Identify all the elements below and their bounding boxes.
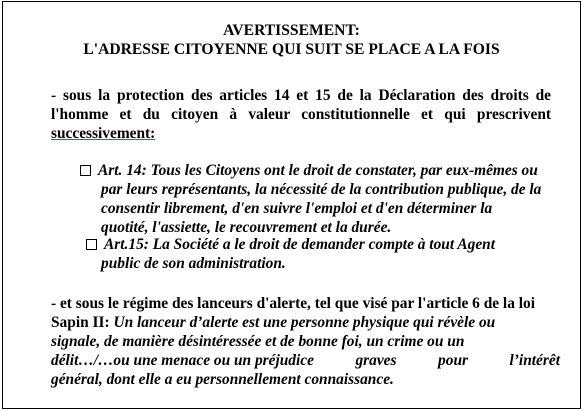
outro-line-1: - et sous le régime des lanceurs d'alerte, tel que visé par l'article 6 de la loi bbox=[51, 295, 536, 312]
article-14-line-3: consentir librement, d'en suivre l'emploi et d'en déterminer la bbox=[101, 200, 493, 217]
article-15-line-1: Art.15: La Société a le droit de demander compte à tout Agent bbox=[104, 236, 496, 253]
outro-line-5: général, dont elle a eu personnellement connaissance. bbox=[51, 371, 394, 388]
outro-line-2-italic: Un lanceur d’alerte est une personne physique qui révèle ou bbox=[113, 314, 496, 331]
heading-line-1: AVERTISSEMENT: bbox=[223, 22, 360, 39]
warning-frame bbox=[2, 1, 581, 409]
article-14-line-1: Art. 14: Tous les Citoyens ont le droit de constater, par eux-mêmes ou bbox=[98, 162, 538, 179]
heading-line-2: L'ADRESSE CITOYENNE QUI SUIT SE PLACE A LA FOIS bbox=[83, 41, 500, 58]
outro-line-4-word: délit…/…ou une menace ou un préjudice bbox=[51, 352, 314, 369]
checkbox-icon bbox=[80, 165, 91, 176]
checkbox-icon bbox=[86, 239, 97, 250]
outro-line-4-word: l’intérêt bbox=[509, 352, 560, 369]
outro-line-4 bbox=[51, 351, 560, 370]
article-15-item bbox=[86, 235, 566, 273]
intro-paragraph bbox=[51, 86, 551, 143]
outro-line-4-word: pour bbox=[438, 352, 468, 369]
article-14-line-2: par leurs représentants, la nécessité de la contribution publique, de la bbox=[101, 181, 542, 198]
intro-text: - sous la protection des articles 14 et 15 de la Déclaration des droits de l'homme et du citoyen à valeur constitutionnelle et qui prescrivent bbox=[51, 87, 551, 123]
article-14-item bbox=[80, 161, 570, 237]
outro-paragraph bbox=[51, 294, 560, 389]
article-14-line-4: quotité, l'assiette, le recouvrement et la durée. bbox=[101, 219, 392, 236]
outro-line-2-plain: Sapin II: bbox=[51, 314, 114, 331]
intro-underlined-word: successivement: bbox=[51, 125, 156, 142]
document-body bbox=[3, 2, 580, 408]
outro-line-4-word: graves bbox=[355, 352, 397, 369]
outro-line-3: signale, de manière désintéressée et de bonne foi, un crime ou un bbox=[51, 333, 465, 350]
article-15-line-2: public de son administration. bbox=[101, 255, 286, 272]
